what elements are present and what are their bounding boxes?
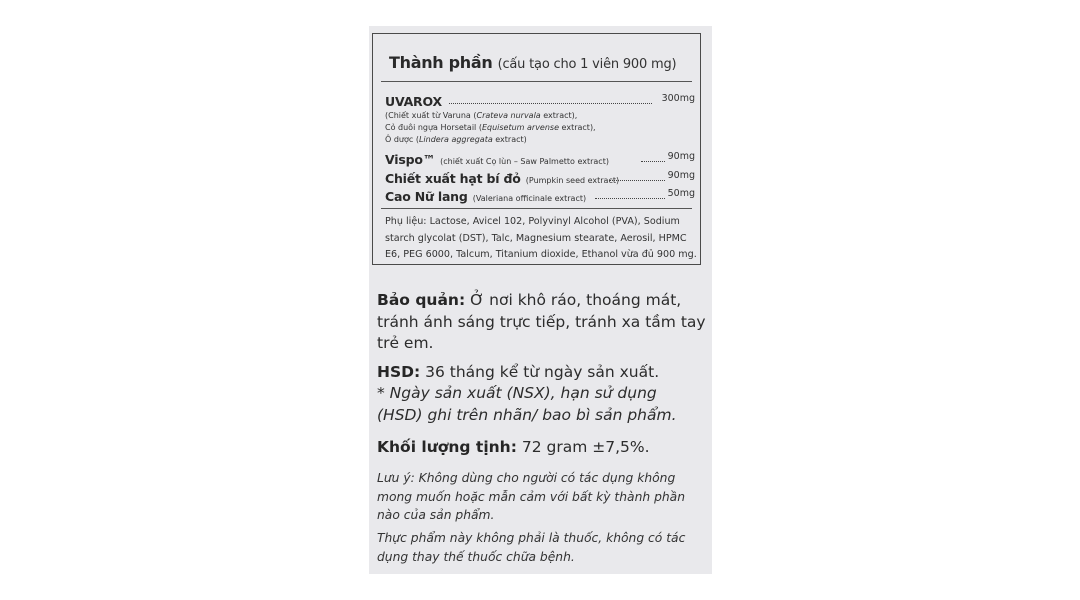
shelf-life-section [377, 362, 707, 384]
ingredients-box [372, 33, 701, 265]
ingredient-source-line: (Chiết xuất từ Varuna (Crateva nurvala extract), [385, 111, 578, 120]
ingredient-source-line: Cỏ đuôi ngựa Horsetail (Equisetum arvense extract), [385, 123, 596, 132]
ingredient-name: Vispo™ [385, 152, 436, 167]
ingredient-name: Chiết xuất hạt bí đỏ [385, 171, 521, 186]
net-weight-label: Khối lượng tịnh: [377, 438, 517, 456]
divider [381, 208, 692, 209]
ingredient-amount: 90mg [667, 151, 695, 162]
ingredient-valerian [385, 186, 697, 205]
storage-label: Bảo quản: [377, 291, 466, 309]
ingredient-source-line: Ô dược (Lindera aggregata extract) [385, 135, 527, 144]
leader-dots [595, 198, 665, 199]
ingredient-pumpkin-seed [385, 168, 697, 187]
leader-dots [449, 103, 652, 104]
excipients-text: Phụ liệu: Lactose, Avicel 102, Polyvinyl Alcohol (PVA), Sodium starch glycolat (DST), Talc, Magnesium stearate, Aerosil, HPMC E6, PEG 6000, Talcum, Titanium dioxide, Ethanol vừa đủ 900 mg. [385, 216, 697, 260]
net-weight-text: 72 gram ±7,5%. [516, 438, 650, 456]
ingredient-note: (Valeriana officinale extract) [472, 194, 587, 203]
ingredients-subtitle: (cấu tạo cho 1 viên 900 mg) [497, 57, 677, 72]
ingredient-note: (Pumpkin seed extract) [525, 176, 620, 185]
ingredients-header [389, 53, 676, 72]
ingredient-name: UVAROX [385, 94, 442, 109]
ingredient-note: (chiết xuất Cọ lùn – Saw Palmetto extract) [440, 157, 609, 166]
caution-text: Lưu ý: Không dùng cho người có tác dụng không mong muốn hoặc mẫn cảm với bất kỳ thành phần nào của sản phẩm. [377, 471, 686, 522]
ingredient-amount: 50mg [667, 188, 695, 199]
disclaimer-text: Thực phẩm này không phải là thuốc, không có tác dụng thay thế thuốc chữa bệnh. [377, 531, 686, 564]
shelf-life-note: * Ngày sản xuất (NSX), hạn sử dụng (HSD) ghi trên nhãn/ bao bì sản phẩm. [377, 384, 677, 424]
shelf-life-label: HSD: [377, 363, 421, 381]
storage-text: Ở nơi khô ráo, thoáng mát, tránh ánh sáng trực tiếp, tránh xa tầm tay trẻ em. [377, 291, 706, 352]
net-weight-section [377, 437, 707, 459]
storage-section [377, 290, 707, 355]
ingredient-amount: 90mg [667, 170, 695, 181]
ingredient-amount: 300mg [661, 93, 695, 104]
divider [381, 81, 692, 82]
ingredients-title: Thành phần [389, 53, 493, 72]
ingredient-uvarox [385, 91, 697, 110]
shelf-life-text: 36 tháng kể từ ngày sản xuất. [420, 363, 660, 381]
leader-dots [609, 180, 665, 181]
leader-dots [641, 161, 665, 162]
product-label-panel [369, 26, 712, 574]
ingredient-name: Cao Nữ lang [385, 189, 468, 204]
ingredient-vispo [385, 149, 697, 168]
